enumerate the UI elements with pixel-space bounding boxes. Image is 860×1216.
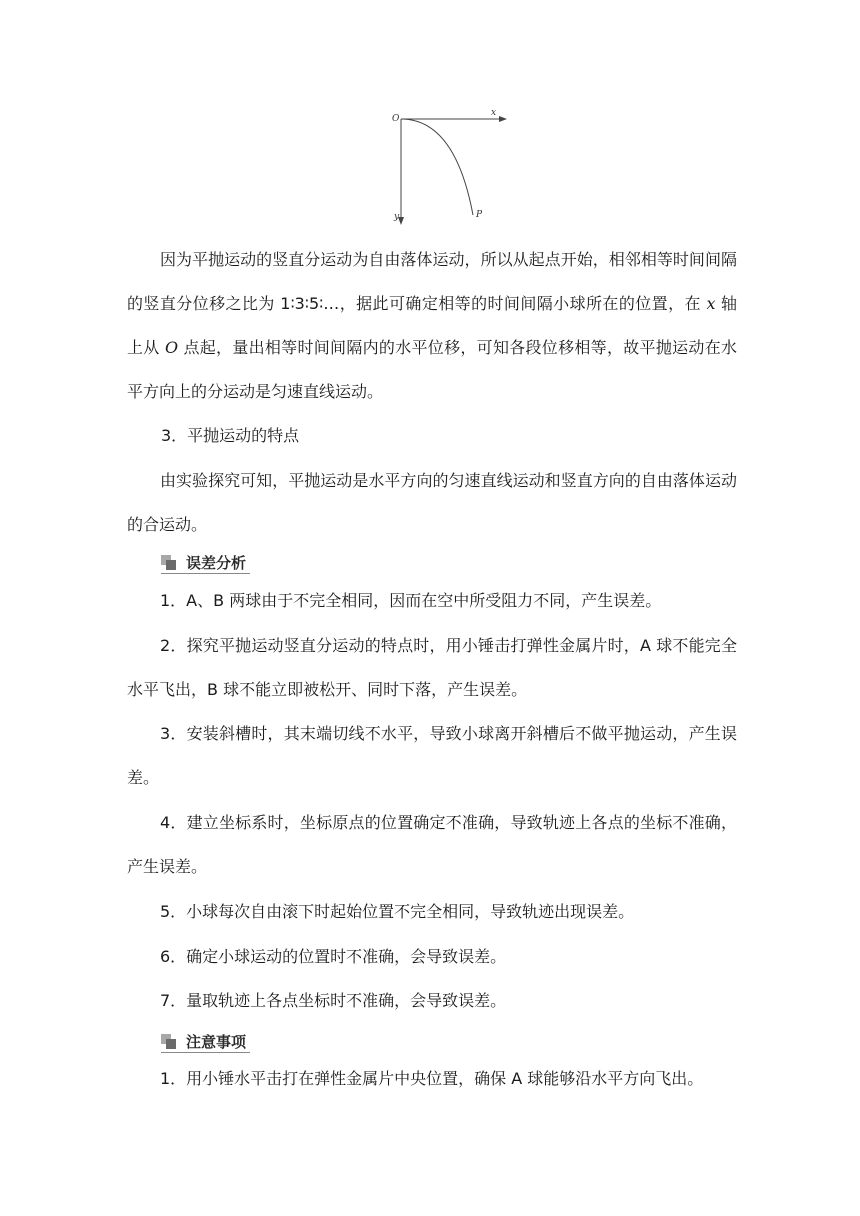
trajectory-svg (385, 103, 515, 228)
error-item-2: 2．探究平抛运动竖直分运动的特点时，用小锤击打弹性金属片时，A 球不能完全水平飞出，B 球不能立即被松开、同时下落，产生误差。 (127, 636, 737, 699)
notes-heading (161, 1030, 246, 1052)
feature-heading: 3．平抛运动的特点 (161, 426, 300, 445)
intro-text-1: 因为平抛运动的竖直分运动为自由落体运动，所以从起点开始，相邻相等时间间隔的竖直分位移之比为 1∶3∶5∶…，据此可确定相等的时间间隔小球所在的位置，在 (127, 250, 737, 313)
x-axis-label: x (491, 108, 497, 118)
error-item-3: 3．安装斜槽时，其末端切线不水平，导致小球离开斜槽后不做平抛运动，产生误差。 (127, 724, 737, 787)
trajectory-curve (401, 119, 473, 215)
var-x: x (706, 294, 716, 313)
error-analysis-title: 误差分析 (186, 553, 247, 572)
origin-label: O (392, 114, 400, 124)
error-item-4: 4．建立坐标系时，坐标原点的位置确定不准确，导致轨迹上各点的坐标不准确，产生误差。 (127, 813, 737, 876)
error-item-7: 7．量取轨迹上各点坐标时不准确，会导致误差。 (160, 991, 507, 1010)
section-marker-icon (161, 1034, 178, 1049)
notes-title: 注意事项 (186, 1032, 247, 1051)
intro-text-3: 点起，量出相等时间间隔内的水平位移，可知各段位移相等，故平抛运动在水平方向上的分运动是匀速直线运动。 (127, 338, 737, 401)
error-item-6: 6．确定小球运动的位置时不准确，会导致误差。 (160, 947, 507, 966)
x-axis-arrow (499, 116, 507, 122)
error-item-5: 5．小球每次自由滚下时起始位置不完全相同，导致轨迹出现误差。 (160, 902, 635, 921)
point-p-label: P (476, 210, 483, 220)
trajectory-diagram (385, 103, 515, 228)
intro-text-2: 轴上从 (127, 294, 737, 357)
error-item-1: 1．A、B 两球由于不完全相同，因而在空中所受阻力不同，产生误差。 (160, 591, 662, 610)
feature-paragraph: 由实验探究可知，平抛运动是水平方向的匀速直线运动和竖直方向的自由落体运动的合运动。 (127, 471, 737, 534)
notes-item-1: 1．用小锤水平击打在弹性金属片中央位置，确保 A 球能够沿水平方向飞出。 (160, 1069, 704, 1088)
intro-paragraph (127, 238, 737, 414)
error-analysis-heading (161, 551, 246, 573)
section-marker-icon (161, 555, 178, 570)
var-o: O (164, 338, 179, 357)
y-axis-label: y (394, 212, 400, 222)
